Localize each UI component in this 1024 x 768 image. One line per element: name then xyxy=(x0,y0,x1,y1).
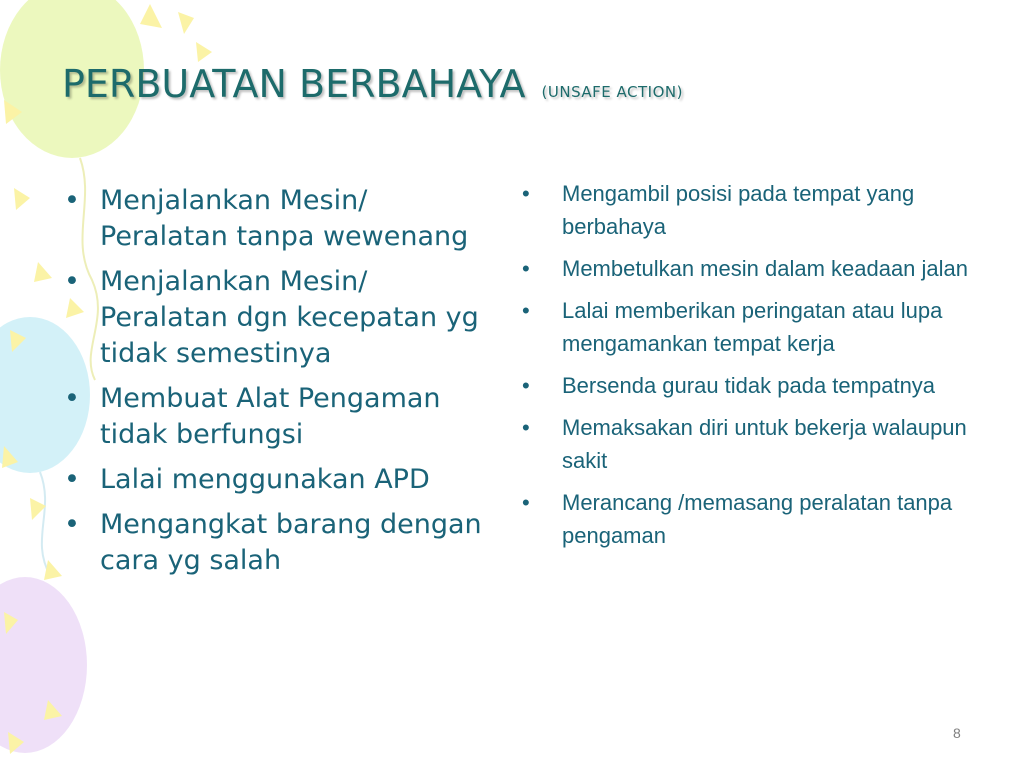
list-item: • Menjalankan Mesin/ Peralatan dgn kecepatan yg tidak semestinya xyxy=(62,264,482,372)
title-main: PERBUATAN BERBAHAYA xyxy=(62,62,526,106)
page-number: 8 xyxy=(953,725,961,741)
confetti-triangle xyxy=(178,12,194,34)
list-item: • Lalai memberikan peringatan atau lupa mengamankan tempat kerja xyxy=(522,294,1002,360)
list-item: • Mengambil posisi pada tempat yang berbahaya xyxy=(522,177,1002,243)
confetti-triangle xyxy=(14,188,30,210)
purple-balloon xyxy=(0,577,87,753)
confetti-triangle xyxy=(196,42,212,62)
list-item: • Merancang /memasang peralatan tanpa pengaman xyxy=(522,486,1002,552)
left-bullet-list xyxy=(62,183,482,588)
right-bullet-list xyxy=(522,177,1002,561)
list-item: • Memaksakan diri untuk bekerja walaupun sakit xyxy=(522,411,1002,477)
title-subtitle: (UNSAFE ACTION) xyxy=(541,83,683,101)
slide-title xyxy=(62,62,683,106)
list-item: • Menjalankan Mesin/ Peralatan tanpa wewenang xyxy=(62,183,482,255)
list-item: • Lalai menggunakan APD xyxy=(62,462,482,498)
confetti-triangle xyxy=(140,4,162,28)
list-item: • Bersenda gurau tidak pada tempatnya xyxy=(522,369,1002,402)
confetti-triangle xyxy=(34,262,52,282)
list-item: • Membuat Alat Pengaman tidak berfungsi xyxy=(62,381,482,453)
confetti-triangle xyxy=(44,560,62,580)
list-item: • Membetulkan mesin dalam keadaan jalan xyxy=(522,252,1002,285)
list-item: • Mengangkat barang dengan cara yg salah xyxy=(62,507,482,579)
balloon-string xyxy=(40,472,50,575)
